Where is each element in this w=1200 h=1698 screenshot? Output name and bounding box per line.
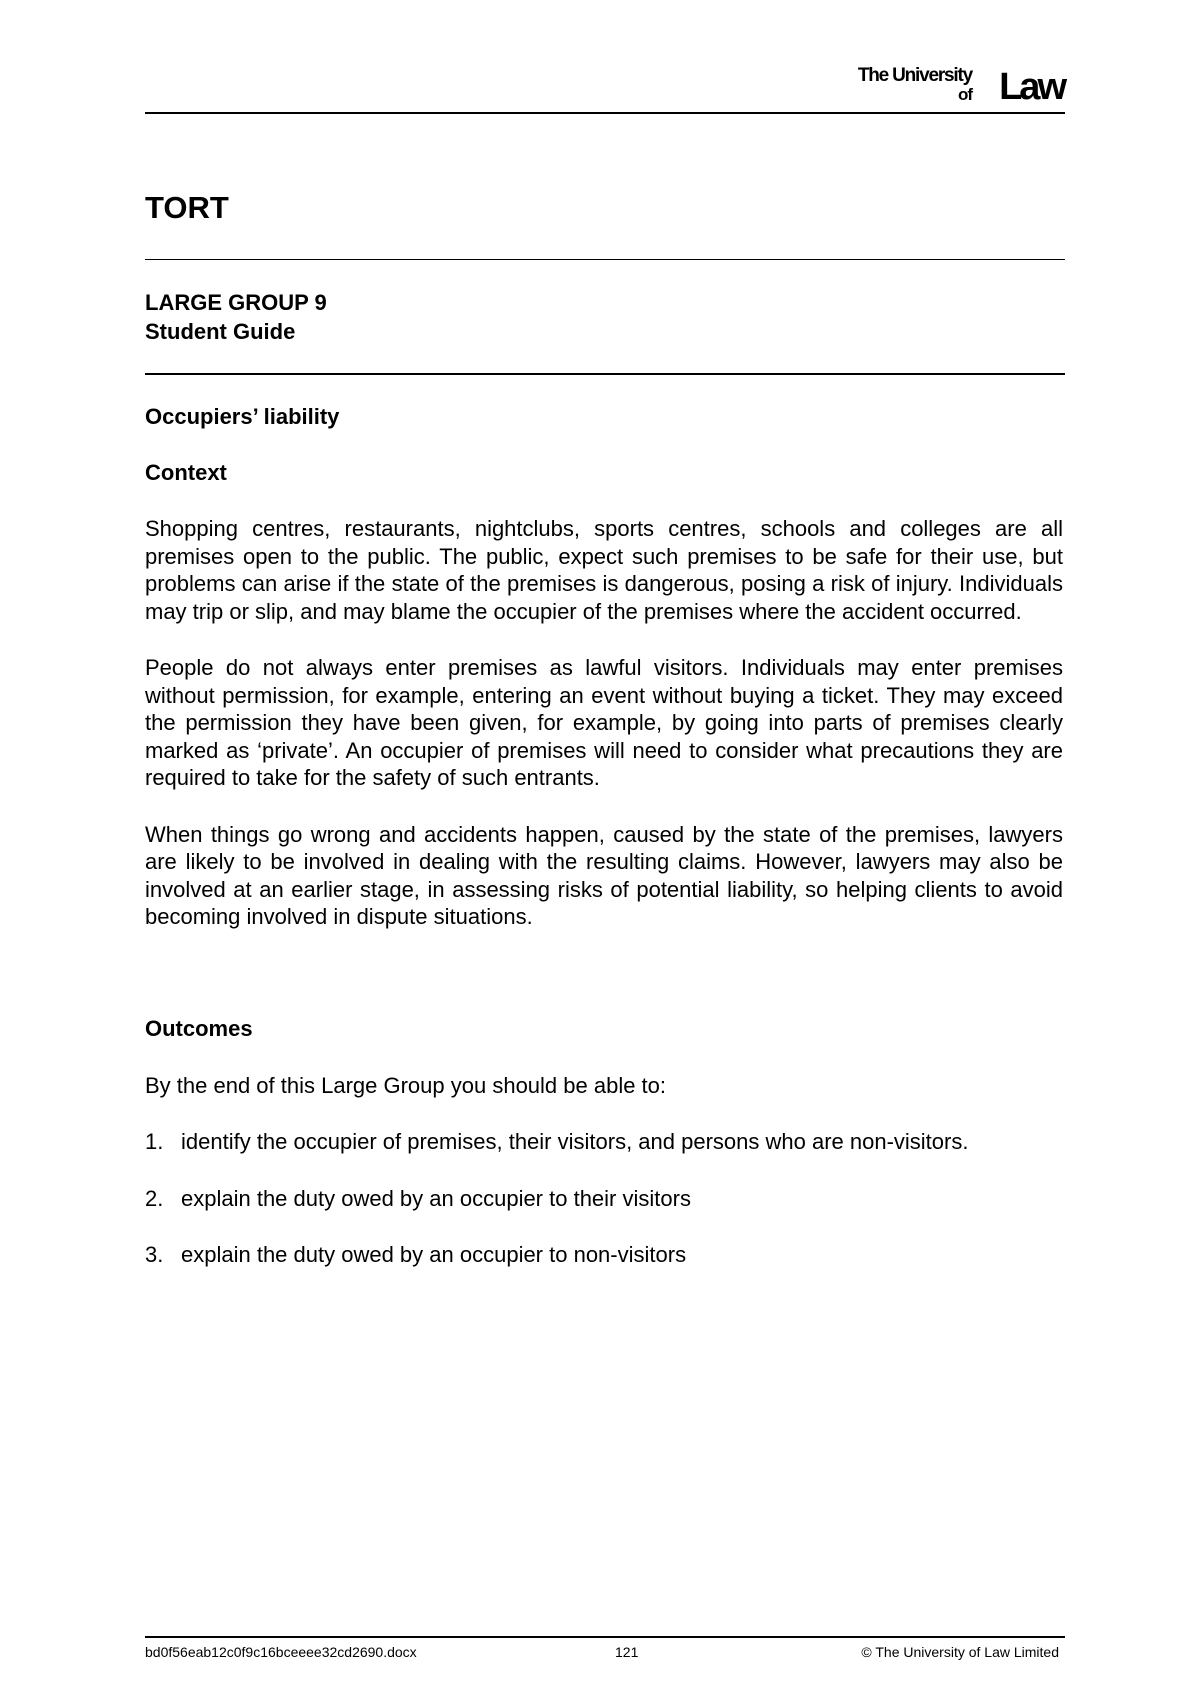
session-label: LARGE GROUP 9 xyxy=(145,290,327,315)
list-item xyxy=(145,1185,1063,1213)
list-item-number: 3. xyxy=(145,1242,164,1267)
outcomes-heading: Outcomes xyxy=(145,1015,253,1041)
context-heading: Context xyxy=(145,460,227,485)
footer-page-number: 121 xyxy=(615,1644,639,1660)
list-item-text: explain the duty owed by an occupier to non-visitors xyxy=(181,1242,687,1267)
footer-filename: bd0f56eab12c0f9c16bceeee32cd2690.docx xyxy=(145,1644,417,1660)
footer-rule xyxy=(145,1636,1065,1638)
document-title: TORT xyxy=(145,190,229,225)
logo-line-3: Law xyxy=(999,66,1064,108)
section-rule xyxy=(145,373,1065,375)
university-logo xyxy=(850,62,1064,108)
list-item-text: explain the duty owed by an occupier to their visitors xyxy=(181,1185,691,1211)
context-paragraph: When things go wrong and accidents happen, caused by the state of the premises, lawyers are likely to be involved in dealing with the resulting claims. However, lawyers may also be involved at an earlier stage, in assessing risks of potential liability, so helping clients to avoid becoming involved in dispute situations. xyxy=(145,821,1063,929)
list-item-number: 1. xyxy=(145,1129,164,1154)
context-paragraph: Shopping centres, restaurants, nightclubs, sports centres, schools and colleges are all premises open to the public. The public, expect such premises to be safe for their use, but problems can arise if the state of the premises is dangerous, posing a risk of injury. Individuals may trip or slip, and may blame the occupier of the premises where the accident occurred. xyxy=(145,516,1063,624)
list-item-number: 2. xyxy=(145,1185,164,1211)
outcomes-intro: By the end of this Large Group you should be able to: xyxy=(145,1072,667,1098)
logo-line-1: The University xyxy=(857,65,972,86)
session-label-block xyxy=(145,288,327,346)
session-subtitle: Student Guide xyxy=(145,319,296,344)
list-item xyxy=(145,1128,1063,1156)
topic-heading: Occupiers’ liability xyxy=(145,404,340,429)
list-item xyxy=(145,1241,1063,1269)
logo-line-2: of xyxy=(957,85,972,104)
main-content xyxy=(145,403,1063,1269)
context-paragraph: People do not always enter premises as lawful visitors. Individuals may enter premises without permission, for example, entering an event without buying a ticket. They may exceed the permission they have been given, for example, by going into parts of premises clearly marked as ‘private’. An occupier of premises will need to consider what precautions they are required to take for the safety of such entrants. xyxy=(145,655,1063,790)
outcomes-list xyxy=(145,1128,1063,1269)
title-rule xyxy=(145,259,1065,260)
list-item-text: identify the occupier of premises, their visitors, and persons who are non-visitors. xyxy=(181,1129,969,1154)
header-rule xyxy=(145,112,1065,114)
footer-copyright: © The University of Law Limited xyxy=(861,1644,1059,1660)
